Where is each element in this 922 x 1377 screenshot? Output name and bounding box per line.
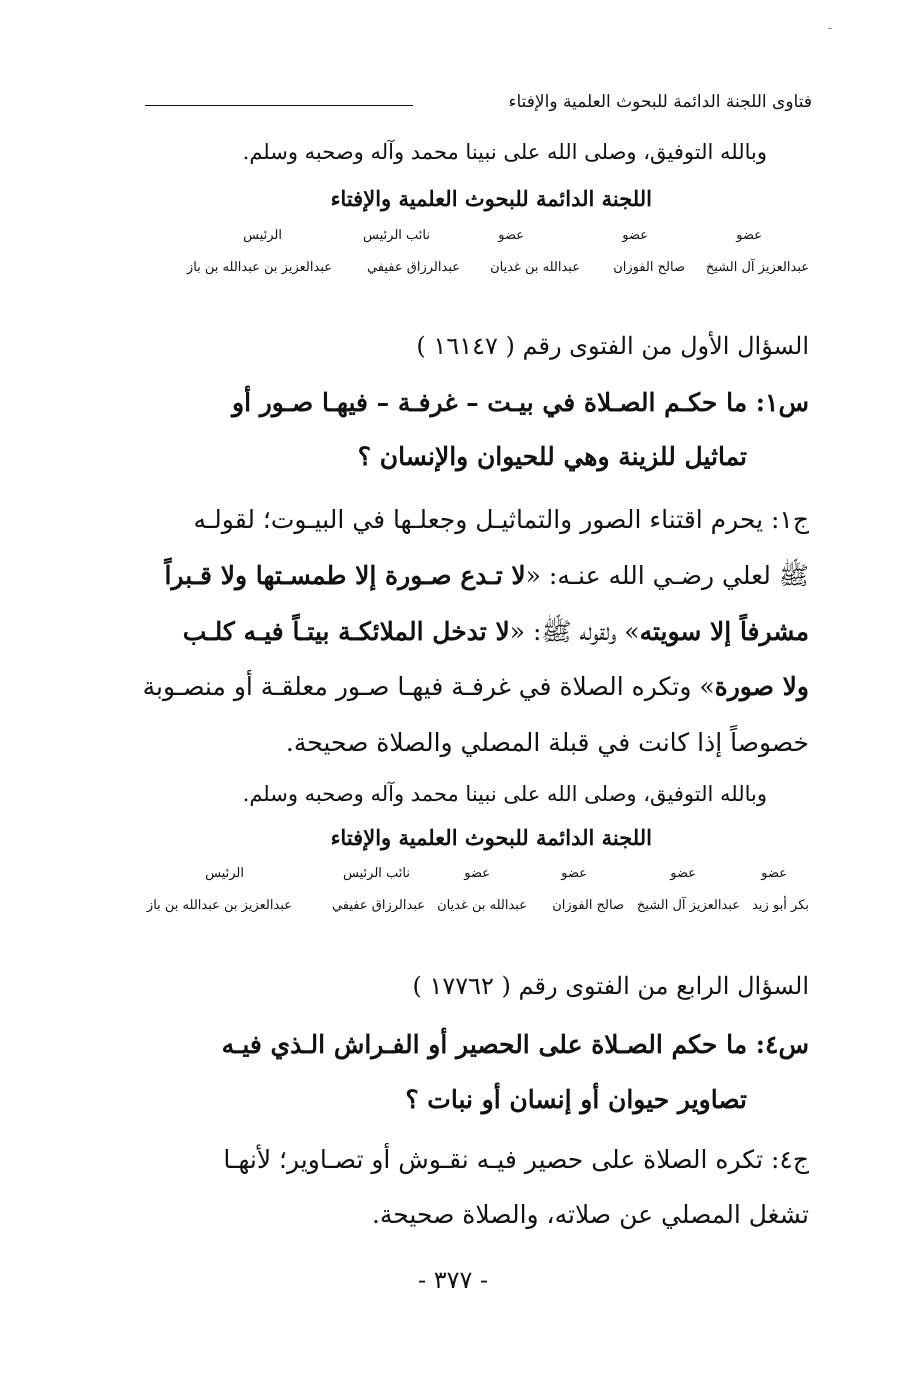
closing-line-2: وبالله التوفيق، وصلى الله على نبينا محمد وآله وصحبه وسلم.	[242, 782, 767, 806]
answer-line	[183, 616, 809, 653]
member-name: عبدالعزيز آل الشيخ	[705, 260, 809, 275]
role: الرئيس	[243, 228, 282, 243]
member-name: بكر أبو زيد	[752, 898, 809, 913]
member-name: عبدالله بن غديان	[437, 898, 527, 913]
hadith-quote: لا تـدع صـورة إلا طمسـتها ولا قـبراً	[164, 561, 526, 590]
question-line: تصاوير حيوان أو إنسان أو نبات ؟	[405, 1085, 747, 1114]
committee-name-2: اللجنة الدائمة للبحوث العلمية والإفتاء	[330, 825, 652, 850]
member-name: عبدالرزاق عفيفي	[366, 260, 460, 275]
role: عضو	[561, 866, 587, 881]
role: عضو	[498, 228, 524, 243]
member-name: عبدالله بن غديان	[490, 260, 580, 275]
question-line: تماثيل للزينة وهي للحيوان والإنسان ؟	[357, 442, 747, 471]
role: عضو	[464, 866, 490, 881]
answer-line	[164, 560, 809, 597]
member-name: عبدالعزيز بن عبدالله بن باز	[186, 260, 332, 275]
answer-line: تشغل المصلي عن صلاته، والصلاة صحيحة.	[371, 1200, 809, 1229]
question-line: س٤: ما حكم الصـلاة على الحصير أو الفـراش الـذي فيـه	[221, 1030, 809, 1059]
role: نائب الرئيس	[363, 228, 430, 243]
fatwa-heading-1: السؤال الأول من الفتوى رقم ( ١٦١٤٧ )	[416, 332, 809, 360]
answer-line: ج١: يحرم اقتناء الصور والتماثيـل وجعلـها في البيـوت؛ لقولـه	[193, 505, 809, 534]
answer-text: » ولقوله ﷺ: «	[509, 617, 640, 646]
role: عضو	[761, 866, 787, 881]
role: عضو	[736, 228, 762, 243]
member-name: عبدالعزيز آل الشيخ	[636, 898, 740, 913]
member-name: عبدالرزاق عفيفي	[331, 898, 425, 913]
running-header-title: فتاوى اللجنة الدائمة للبحوث العلمية والإفتاء	[508, 92, 812, 112]
answer-line	[143, 672, 809, 701]
role: عضو	[622, 228, 648, 243]
fatwa-heading-2: السؤال الرابع من الفتوى رقم ( ١٧٧٦٢ )	[412, 972, 809, 1000]
answer-text: ﷺ لعلي رضـي الله عنـه: «	[525, 561, 809, 590]
corner-mark: ـ	[828, 18, 832, 32]
role: الرئيس	[205, 866, 244, 881]
role: عضو	[670, 866, 696, 881]
answer-line: خصوصاً إذا كانت في قبلة المصلي والصلاة صحيحة.	[285, 728, 809, 757]
hadith-quote: مشرفاً إلا سويته	[639, 617, 809, 646]
member-name: صالح الفوزان	[613, 260, 685, 275]
page-number: - ٣٧٧ -	[418, 1266, 489, 1294]
member-name: صالح الفوزان	[552, 898, 624, 913]
member-name: عبدالعزيز بن عبدالله بن باز	[146, 898, 292, 913]
answer-line: ج٤: تكره الصلاة على حصير فيـه نقـوش أو تصـاوير؛ لأنهـا	[223, 1145, 809, 1174]
committee-name-1: اللجنة الدائمة للبحوث العلمية والإفتاء	[330, 186, 652, 211]
answer-text: » وتكره الصلاة في غرفـة فيهـا صـور معلقـة أو منصـوبة	[142, 672, 715, 701]
closing-line-1: وبالله التوفيق، وصلى الله على نبينا محمد وآله وصحبه وسلم.	[242, 140, 767, 164]
hadith-quote: ولا صورة	[714, 672, 809, 701]
question-line: س١: ما حكـم الصـلاة في بيـت – غرفـة – فيهـا صـور أو	[232, 388, 809, 417]
role: نائب الرئيس	[343, 866, 410, 881]
header-rule	[145, 105, 413, 106]
hadith-quote: لا تدخل الملائكـة بيتـاً فيـه كلـب	[182, 617, 510, 646]
